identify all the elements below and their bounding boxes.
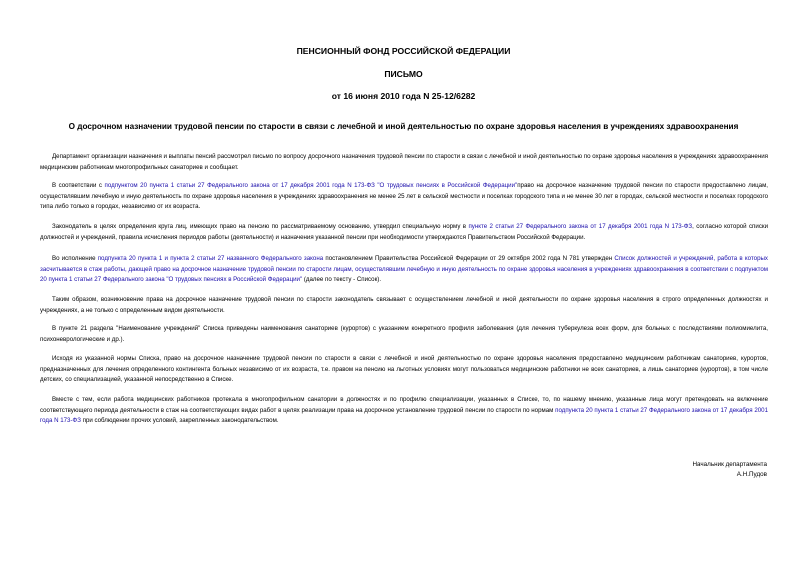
paragraph-3-text-b: , согласно которой списки должностей и учреждений, правила исчисления периодов работы (деятельности) и назначения указанной пенсии при необходимости утверждаются Правительством Российской Федерации. — [40, 223, 769, 241]
list-of-positions-link[interactable]: Список должностей и учреждений, работа в которых засчитывается в стаж работы, дающей право на досрочное назначение трудовой пенсии по старости лицам, осуществлявшим лечебную и иную деятельность по охране здоровья населения в учреждениях здравоохранения в соответствии с подпунктом 20 пункта 1 статьи 27 Федерального закона "О трудовых пенсиях в Российской Федерации" — [40, 255, 768, 283]
paragraph-4 — [40, 254, 768, 286]
law-link-subclause-20-b[interactable]: подпункта 20 пункта 1 статьи 27 Федерального закона от 17 декабря 2001 года N 173-ФЗ — [40, 406, 768, 424]
signature-position: Начальник департамента — [692, 461, 767, 468]
paragraph-1: Департамент организации назначения и выплаты пенсий рассмотрел письмо по вопросу досрочного назначения трудовой пенсии по старости в связи с лечебной и иной деятельностью по охране здоровья населения в учреждениях здравоохранения медицинским работникам многопрофильных санаториев и сообщает. — [40, 153, 768, 171]
law-link-subclause-20[interactable]: подпунктом 20 пункта 1 статьи 27 Федерального закона от 17 декабря 2001 года N 173-ФЗ "О трудовых пенсиях в Российской Федерации" — [104, 182, 518, 189]
date-number-heading: от 16 июня 2010 года N 25-12/6282 — [331, 91, 476, 101]
law-link-article-27[interactable]: подпункта 20 пункта 1 и пункта 2 статьи 27 названного Федерального закона — [97, 255, 324, 262]
paragraph-4-text-b: постановлением Правительства Российской Федерации от 29 октября 2002 года N 781 утвержден — [323, 255, 615, 262]
paragraph-8-text-a: Вместе с тем, если работа медицинских работников протекала в многопрофильном санатории в должностях и по профилю специализации, указанных в Списке, то, по нашему мнению, указанные лица могут претендовать на включение соответствующего периода деятельности в стаж на соответствующих видах работ в целях реализации права на досрочное установление трудовой пенсии по старости по нормам — [40, 396, 768, 414]
doc-type-heading: ПИСЬМО — [384, 69, 423, 79]
paragraph-4-text-c: (далее по тексту - Список). — [302, 276, 382, 283]
paragraph-8-text-b: при соблюдении прочих условий, закрепленных законодательством. — [80, 417, 279, 424]
paragraph-8 — [40, 395, 768, 427]
paragraph-5: Таким образом, возникновение права на досрочное назначение трудовой пенсии по старости законодатель связывает с осуществлением лечебной и иной деятельности по охране здоровья населения в строго определенных должностях и учреждениях, а не только с определенным видом деятельности. — [40, 296, 768, 314]
paragraph-3 — [40, 222, 768, 243]
signature-name: А.Н.Пудов — [736, 470, 767, 478]
paragraph-7: Исходя из указанной нормы Списка, право на досрочное назначение трудовой пенсии по старости в связи с лечебной и иной деятельностью по охране здоровья населения предоставлено медицинским работникам санаториев, курортов, предназначенных для лечения определенного контингента больных независимо от их возраста, т.е. правом на пенсию на льготных условиях могут пользоваться медицинские работники не всех санаториев, а лишь санаториев (курортов), в том числе детских, со специализацией, указанной непосредственно в Списке. — [40, 355, 768, 383]
paragraph-6: В пункте 21 раздела "Наименование учреждений" Списка приведены наименования санаториев (курортов) с указанием конкретного профиля заболевания (для лечения туберкулеза всех форм, для больных с последствиями полиомиелита, психоневрологические и др.). — [40, 325, 768, 343]
document-title: О досрочном назначении трудовой пенсии по старости в связи с лечебной и иной деятельностью по охране здоровья населения в учреждениях здравоохранения — [68, 122, 739, 131]
paragraph-2-text-b: право на досрочное назначение трудовой пенсии по старости предоставлено лицам, осуществлявшим лечебную и иную деятельность по охране здоровья населения в учреждениях здравоохранения не менее 25 лет в сельской местности и поселках городского типа и не менее 30 лет в городах, сельской местности и поселках городского типа либо только в городах, независимо от их возраста. — [40, 182, 768, 210]
signature-block — [692, 460, 767, 479]
paragraph-2-text-a: В соответствии с — [52, 182, 105, 189]
paragraph-3-text-a: Законодатель в целях определения круга лиц, имеющих право на пенсию по рассматриваемому основанию, утвердил специальную норму в — [52, 223, 469, 230]
law-link-clause-2[interactable]: пункте 2 статьи 27 Федерального закона от 17 декабря 2001 года N 173-ФЗ — [468, 223, 693, 230]
paragraph-2 — [40, 181, 768, 213]
paragraph-4-text-a: Во исполнение — [52, 255, 98, 262]
issuer-heading: ПЕНСИОННЫЙ ФОНД РОССИЙСКОЙ ФЕДЕРАЦИИ — [296, 46, 511, 56]
